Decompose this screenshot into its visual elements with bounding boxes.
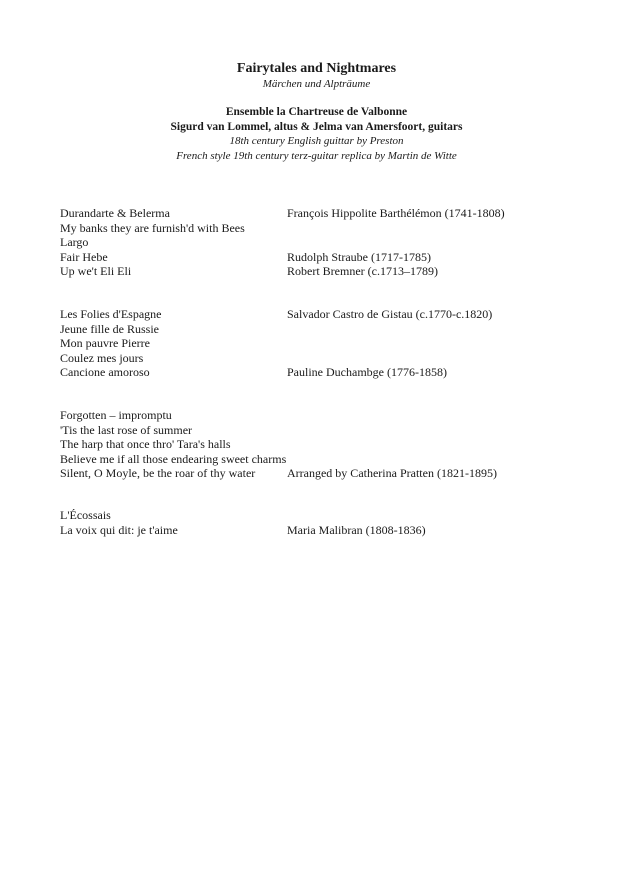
- piece-title: Jeune fille de Russie: [60, 321, 159, 336]
- composer-name: François Hippolite Barthélémon (1741-1808): [287, 206, 505, 220]
- program-group-1: [60, 206, 580, 279]
- program-row: [60, 322, 580, 337]
- program-row: [60, 206, 580, 221]
- concert-title: Fairytales and Nightmares: [236, 61, 397, 76]
- instrument-line-2: French style 19th century terz-guitar replica by Martin de Witte: [176, 149, 457, 162]
- piece-title: La voix qui dit: je t'aime: [60, 522, 178, 537]
- piece-title: Believe me if all those endearing sweet charms: [60, 451, 287, 466]
- piece-title: 'Tis the last rose of summer: [60, 422, 193, 437]
- program-row: [60, 452, 580, 467]
- program-row: [60, 264, 580, 279]
- program-row: [60, 336, 580, 351]
- composer-name: Pauline Duchambge (1776-1858): [287, 365, 447, 379]
- program-row: [60, 508, 580, 523]
- program-row: [60, 466, 580, 481]
- piece-title: Durandarte & Belerma: [60, 206, 170, 220]
- program-row: [60, 307, 580, 322]
- concert-subtitle: Märchen und Alpträume: [262, 78, 371, 90]
- program-row: [60, 250, 580, 265]
- program-row: [60, 408, 580, 423]
- piece-title: Forgotten – impromptu: [60, 408, 172, 422]
- program-row: [60, 365, 580, 380]
- program-group-3: [60, 408, 580, 481]
- program-group-2: [60, 307, 580, 380]
- composer-name: Rudolph Straube (1717-1785): [287, 249, 431, 264]
- program-group-4: [60, 508, 580, 537]
- piece-title: My banks they are furnish'd with Bees: [60, 220, 245, 235]
- piece-title: Silent, O Moyle, be the roar of thy water: [60, 466, 256, 480]
- piece-title: Fair Hebe: [60, 249, 108, 264]
- piece-title: Cancione amoroso: [60, 365, 150, 379]
- performers-line: Sigurd van Lommel, altus & Jelma van Amersfoort, guitars: [170, 121, 463, 133]
- composer-name: Robert Bremner (c.1713–1789): [287, 264, 438, 278]
- program-header: [0, 61, 633, 163]
- ensemble-name: Ensemble la Chartreuse de Valbonne: [225, 106, 408, 118]
- piece-title: Les Folies d'Espagne: [60, 307, 162, 321]
- program-row: [60, 523, 580, 538]
- program-row: [60, 221, 580, 236]
- piece-title: L'Écossais: [60, 508, 111, 522]
- piece-title: Up we't Eli Eli: [60, 264, 132, 278]
- composer-name: Salvador Castro de Gistau (c.1770-c.1820): [287, 307, 493, 321]
- instrument-line-1: 18th century English guittar by Preston: [229, 135, 404, 147]
- composer-name: Maria Malibran (1808-1836): [287, 522, 426, 537]
- program-row: [60, 423, 580, 438]
- piece-title: The harp that once thro' Tara's halls: [60, 437, 231, 451]
- piece-title: Mon pauvre Pierre: [60, 336, 150, 350]
- piece-title: Coulez mes jours: [60, 350, 144, 365]
- program-row: [60, 437, 580, 452]
- piece-title: Largo: [60, 235, 89, 249]
- composer-name: Arranged by Catherina Pratten (1821-1895): [287, 466, 497, 480]
- program-row: [60, 351, 580, 366]
- program-row: [60, 235, 580, 250]
